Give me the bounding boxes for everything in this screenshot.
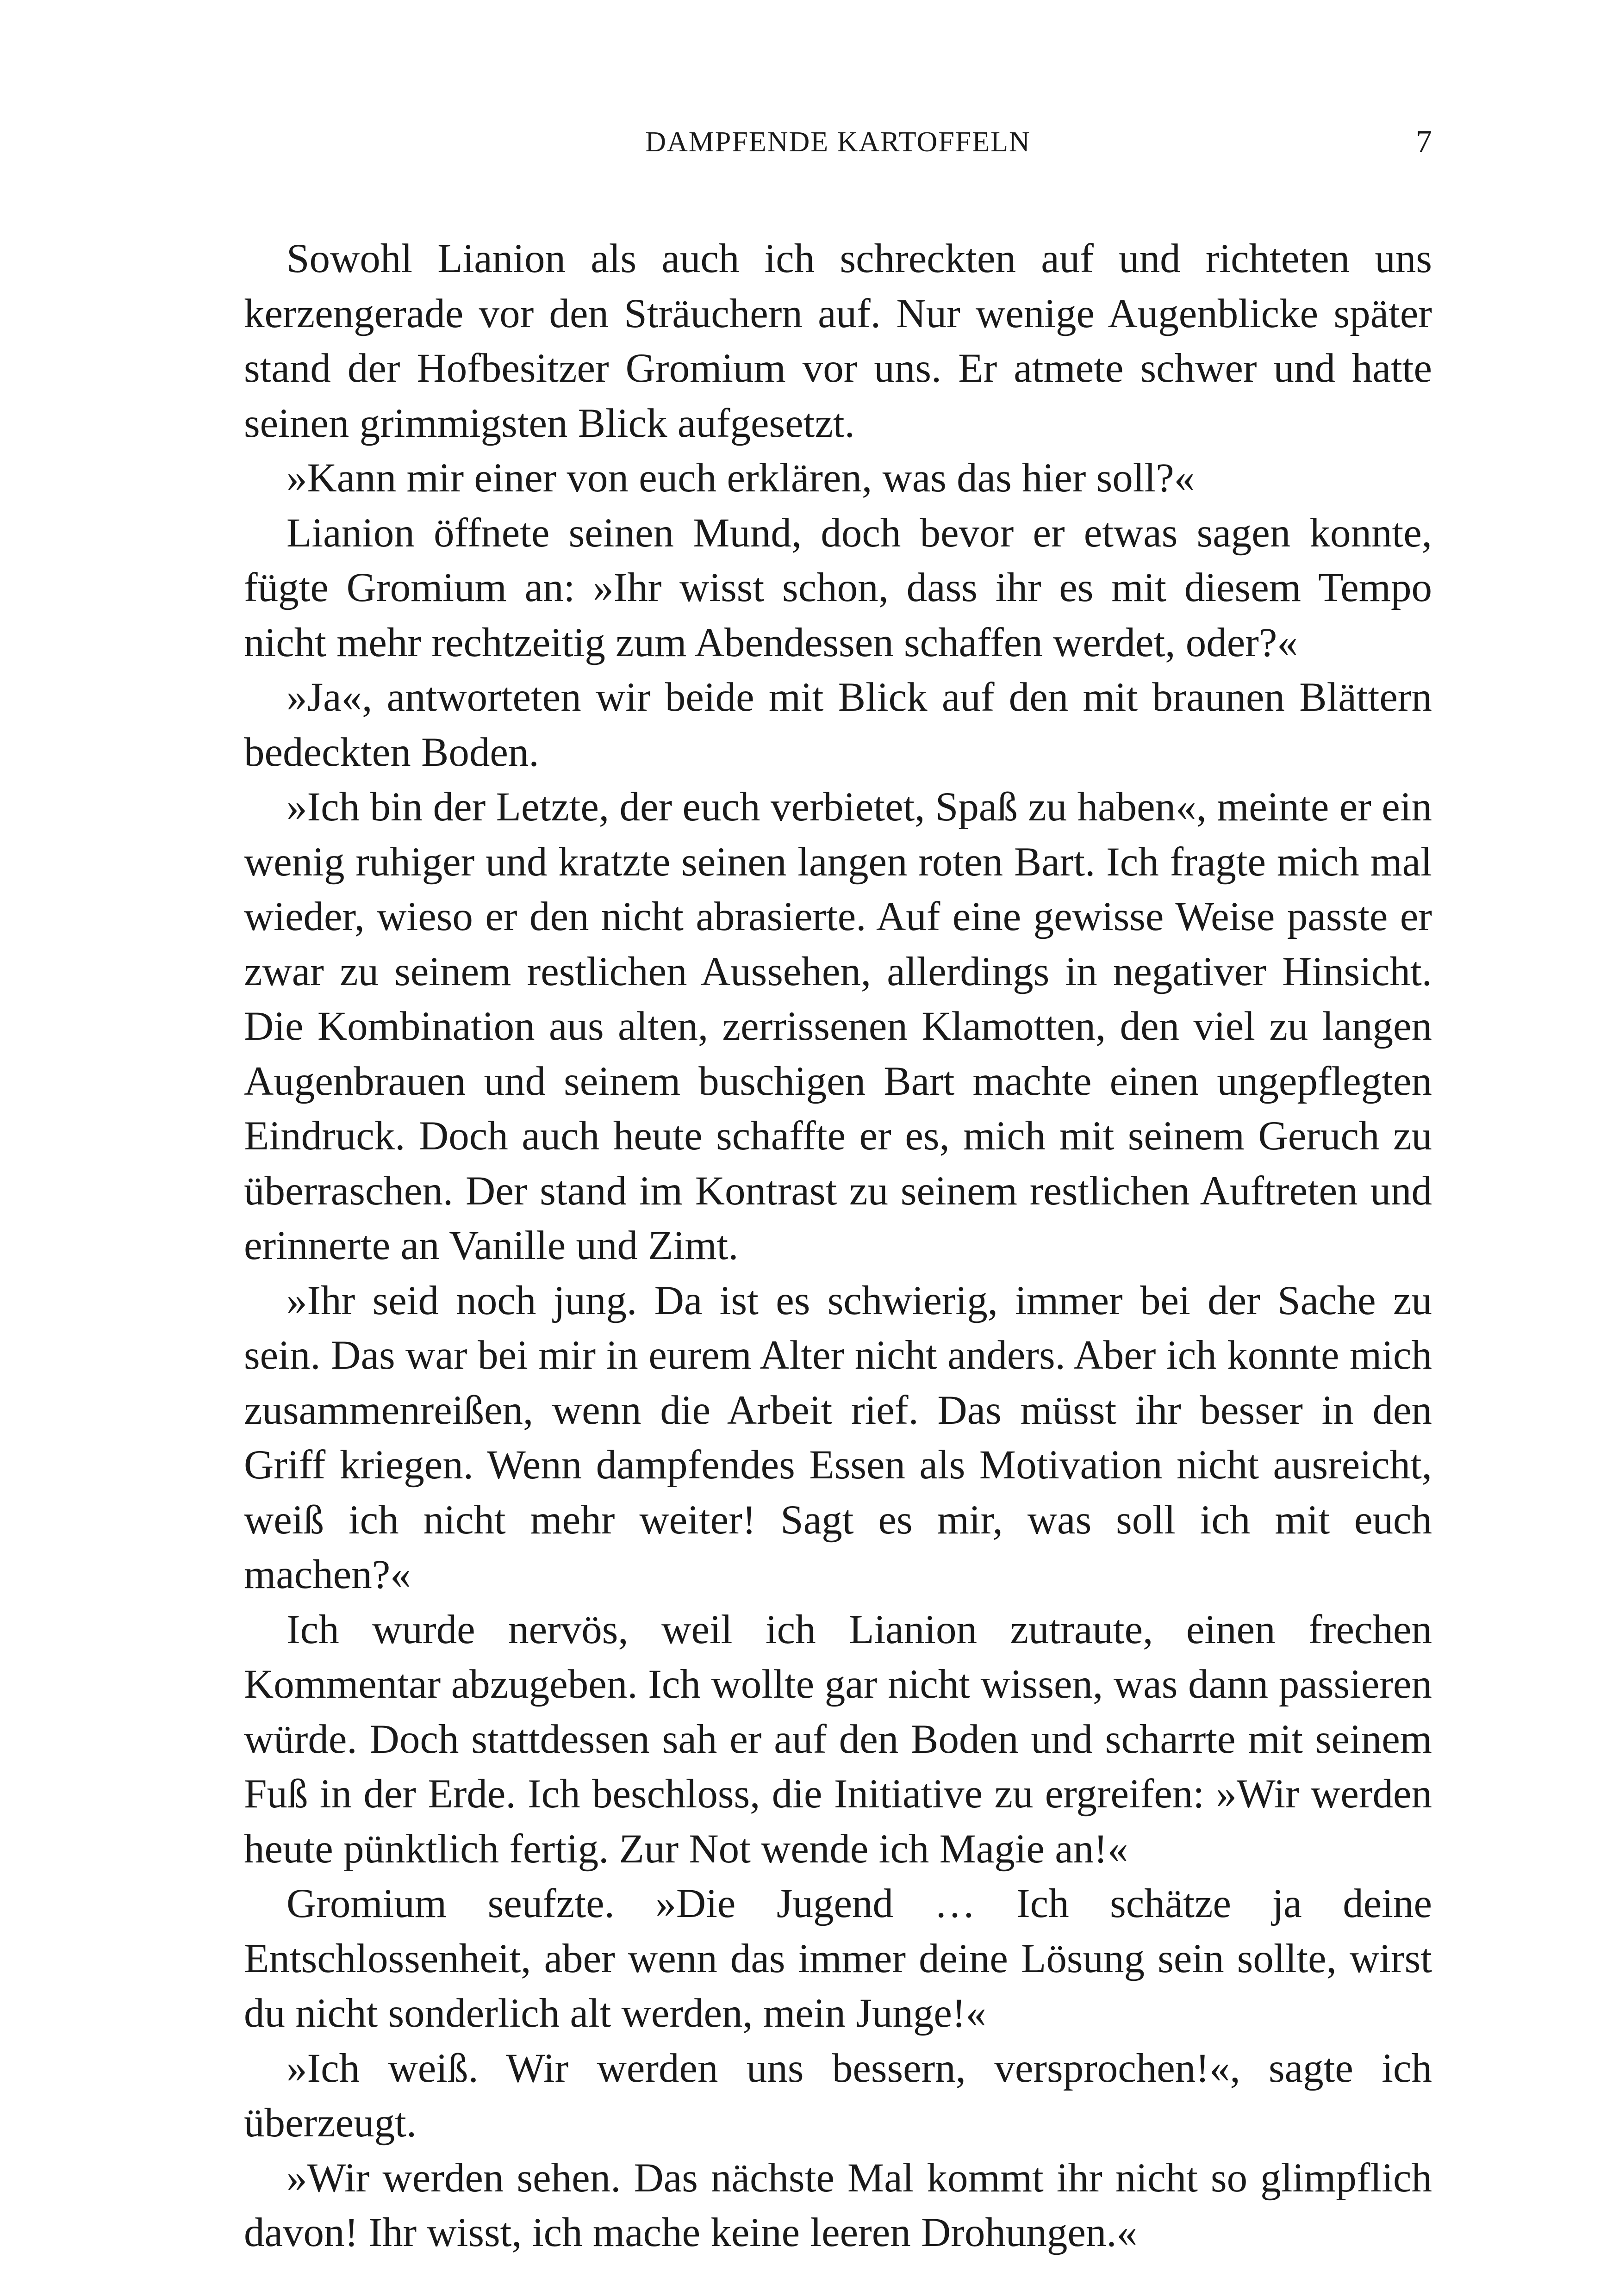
chapter-running-title: DAMPFENDE KARTOFFELN [645, 126, 1031, 158]
paragraph: »Ja«, antworteten wir beide mit Blick auf den mit braunen Blättern bedeckten Boden. [244, 675, 1432, 775]
paragraph: »Kann mir einer von euch erklären, was das hier soll?« [286, 455, 1195, 501]
paragraph: Ich wurde nervös, weil ich Lianion zutraute, einen frechen Kommentar abzugeben. Ich wollte gar nicht wissen, was dann passieren würde. Doch stattdessen sah er auf den Boden und scharrte mit seinem Fuß in der Erde. Ich beschloss, die Initiative zu ergreifen: »Wir werden heute pünktlich fertig. Zur Not wende ich Magie an!« [244, 1607, 1432, 1872]
running-head [244, 121, 1432, 163]
paragraph: »Ihr seid noch jung. Da ist es schwierig, immer bei der Sache zu sein. Das war bei mir in eurem Alter nicht anders. Aber ich konnte mich zusammenreißen, wenn die Arbeit rief. Das müsst ihr besser in den Griff kriegen. Wenn dampfendes Essen als Motivation nicht ausreicht, weiß ich nicht mehr weiter! Sagt es mir, was soll ich mit euch machen?« [244, 1278, 1432, 1597]
paragraph: Lianion öffnete seinen Mund, doch bevor er etwas sagen konnte, fügte Gromium an: »Ihr wisst schon, dass ihr es mit diesem Tempo nicht mehr rechtzeitig zum Abendessen schaffen werdet, oder?« [244, 510, 1432, 665]
paragraph: »Wir werden sehen. Das nächste Mal kommt ihr nicht so glimpflich davon! Ihr wisst, ich mache keine leeren Drohungen.« [244, 2155, 1432, 2255]
paragraph: »Ich bin der Letzte, der euch verbietet, Spaß zu haben«, meinte er ein wenig ruhiger und kratzte seinen langen roten Bart. Ich fragte mich mal wieder, wieso er den nicht abrasierte. Auf eine gewisse Weise passte er zwar zu seinem restlichen Aussehen, allerdings in negativer Hinsicht. Die Kombination aus alten, zerrissenen Klamotten, den viel zu langen Augenbrauen und seinem buschigen Bart machte einen ungepflegten Eindruck. Doch auch heute schaffte er es, mich mit seinem Geruch zu überraschen. Der stand im Kontrast zu seinem restlichen Auftreten und erinnerte an Vanille und Zimt. [244, 784, 1432, 1268]
paragraph: Sowohl Lianion als auch ich schreckten auf und richteten uns kerzengerade vor den Sträuchern auf. Nur wenige Augenblicke später stand der Hofbesitzer Gromium vor uns. Er atmete schwer und hatte seinen grimmigsten Blick aufgesetzt. [244, 236, 1432, 446]
paragraph: »Ich weiß. Wir werden uns bessern, versprochen!«, sagte ich überzeugt. [244, 2045, 1432, 2146]
body-text [244, 231, 1432, 2260]
paragraph: Gromium seufzte. »Die Jugend … Ich schätze ja deine Entschlossenheit, aber wenn das immer deine Lösung sein sollte, wirst du nicht sonderlich alt werden, mein Junge!« [244, 1881, 1432, 2036]
page-number: 7 [1416, 124, 1432, 160]
